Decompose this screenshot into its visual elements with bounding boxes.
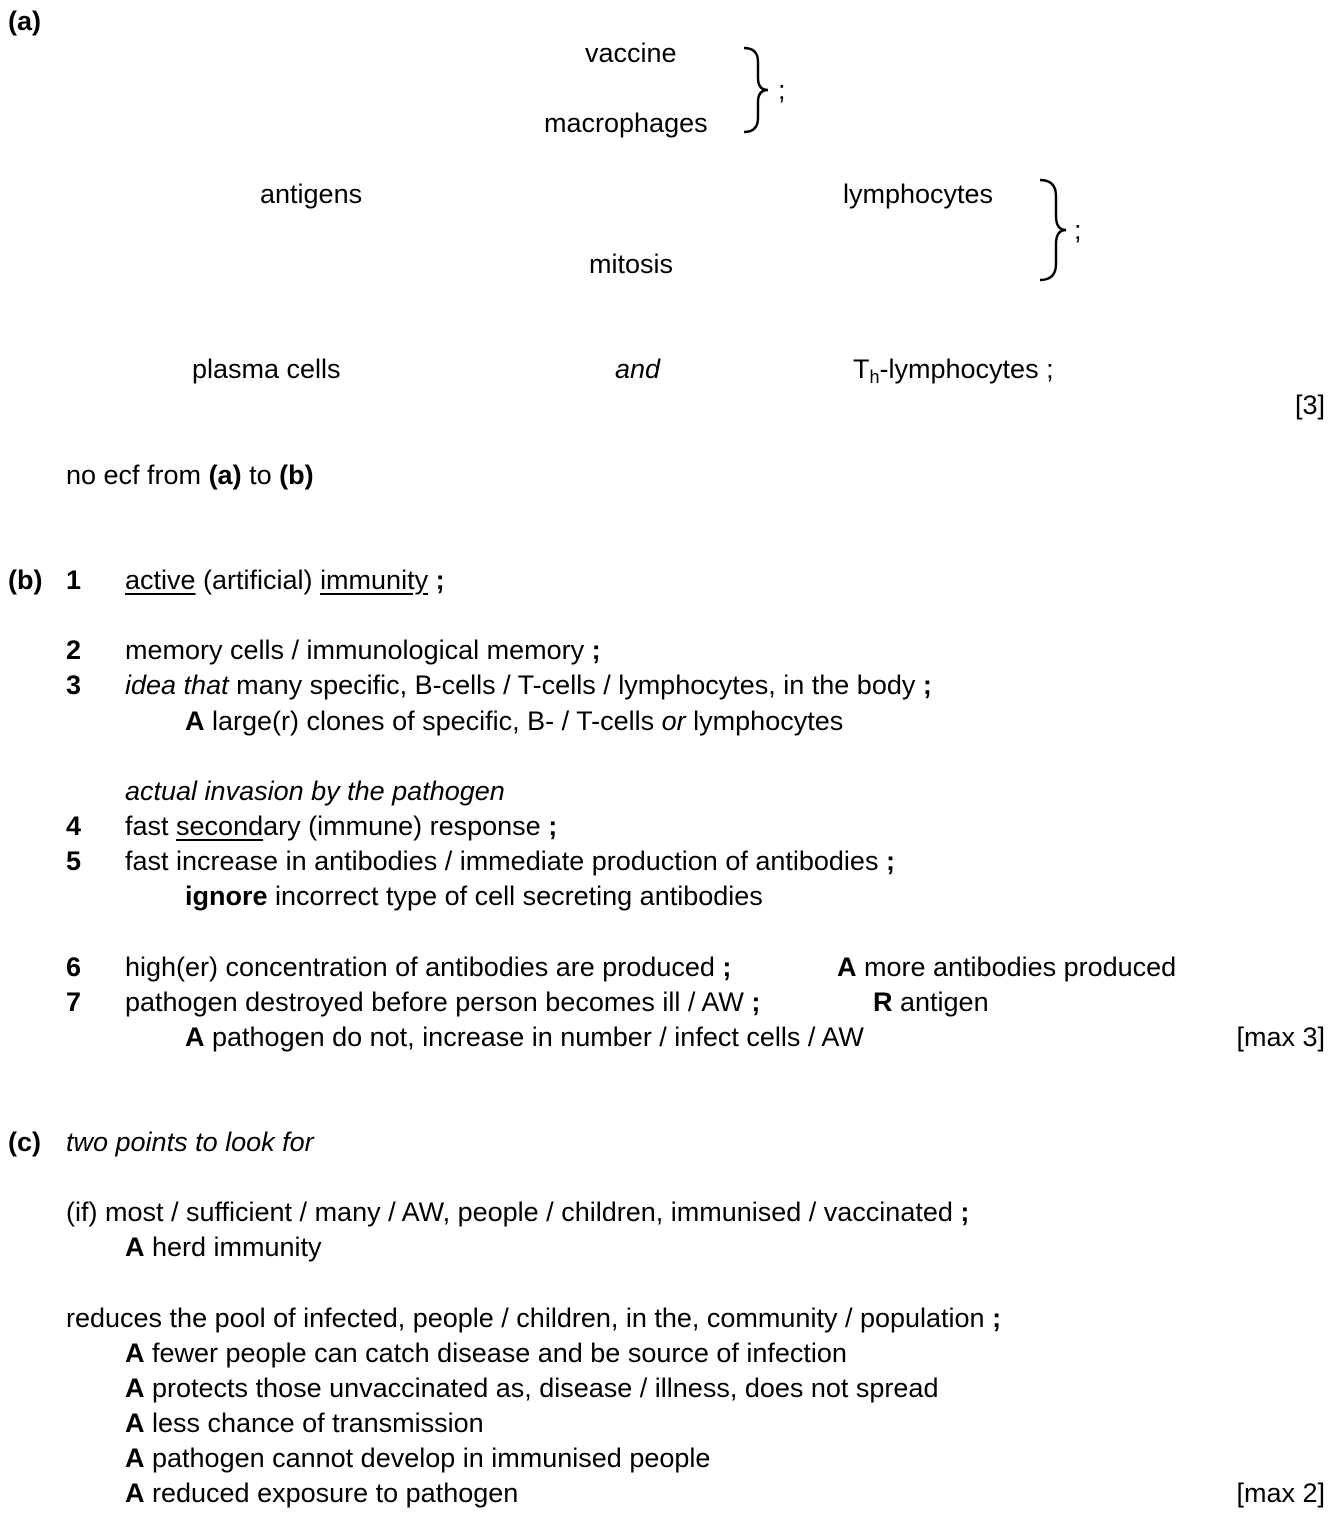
part-c-alt-4 xyxy=(125,1445,710,1472)
brace-2-mark: ; xyxy=(1074,215,1082,245)
part-c-label: (c) xyxy=(8,1127,41,1157)
point-6-alt xyxy=(837,954,1176,981)
point-5-note xyxy=(185,883,763,910)
point-7-r: R xyxy=(873,987,893,1017)
point-3-text xyxy=(125,672,932,699)
alt-2-a: A xyxy=(125,1373,145,1403)
point-6-text xyxy=(125,954,731,981)
part-c-point-1 xyxy=(66,1199,969,1226)
point-2-end: ; xyxy=(591,635,601,665)
point-5-text xyxy=(125,848,895,875)
point-5-body: fast increase in antibodies / immediate production of antibodies xyxy=(125,846,886,876)
point-4-pre: fast xyxy=(125,811,177,841)
point-3-alt xyxy=(185,708,843,735)
point-2-text xyxy=(125,637,601,664)
ecf-note-text: no ecf from xyxy=(66,460,209,490)
point-5-end: ; xyxy=(885,846,895,876)
point-7-alt xyxy=(185,1024,864,1051)
point-1-text xyxy=(125,567,445,594)
point-3-alt-text2: lymphocytes xyxy=(685,706,844,736)
th-subscript: h xyxy=(869,367,880,387)
brace-2-icon xyxy=(1036,176,1072,284)
part-c-point-2-body: reduces the pool of infected, people / children, in the, community / population xyxy=(66,1303,993,1333)
word-plasma-cells: plasma cells xyxy=(192,354,341,384)
brace-1-icon xyxy=(740,44,774,136)
part-c-alt-2 xyxy=(125,1375,938,1402)
point-7-number: 7 xyxy=(66,987,82,1017)
point-6-end: ; xyxy=(722,952,732,982)
ecf-note-a: (a) xyxy=(208,460,242,490)
point-3-alt-or: or xyxy=(661,706,686,736)
part-c-alt-3 xyxy=(125,1410,484,1437)
part-a-label: (a) xyxy=(8,6,41,36)
point-6-body: high(er) concentration of antibodies are produced xyxy=(125,952,723,982)
brace-1-mark: ; xyxy=(778,75,786,105)
point-6-number: 6 xyxy=(66,952,82,982)
alt-5-a: A xyxy=(125,1478,145,1508)
point-4-end: ; xyxy=(548,811,558,841)
point-7-body: pathogen destroyed before person becomes ill / AW xyxy=(125,987,752,1017)
word-th-lymphocytes xyxy=(853,356,1054,386)
point-4-underlined: second xyxy=(176,811,264,841)
point-4-number: 4 xyxy=(66,811,82,841)
active-word: active xyxy=(125,565,196,595)
word-mitosis: mitosis xyxy=(589,249,674,279)
alt-1-a: A xyxy=(125,1338,145,1368)
point-7-text xyxy=(125,989,760,1016)
point-3-alt-a: A xyxy=(185,706,205,736)
point-1-mid: (artificial) xyxy=(195,565,321,595)
alt-3-text: less chance of transmission xyxy=(144,1408,484,1438)
alt-1-text: fewer people can catch disease and be source of infection xyxy=(144,1338,847,1368)
part-b-label: (b) xyxy=(8,565,43,595)
point-6-alt-a: A xyxy=(837,952,857,982)
point-6-alt-text: more antibodies produced xyxy=(856,952,1177,982)
ecf-note-mid: to xyxy=(241,460,280,490)
ecf-note-b: (b) xyxy=(279,460,314,490)
word-macrophages: macrophages xyxy=(544,108,708,138)
part-a-marks: [3] xyxy=(1294,390,1325,420)
point-3-body: many specific, B-cells / T-cells / lymphocytes, in the body xyxy=(228,670,923,700)
part-c-point-2 xyxy=(66,1305,1001,1332)
alt-5-text: reduced exposure to pathogen xyxy=(144,1478,519,1508)
part-c-intro: two points to look for xyxy=(66,1127,314,1157)
alt-3-a: A xyxy=(125,1408,145,1438)
alt-2-text: protects those unvaccinated as, disease / illness, does not spread xyxy=(144,1373,939,1403)
th-rest: -lymphocytes ; xyxy=(879,354,1054,384)
alt-4-a: A xyxy=(125,1443,145,1473)
point-7-reject xyxy=(873,989,989,1016)
point-7-r-text: antigen xyxy=(892,987,989,1017)
part-c-point-1-body: (if) most / sufficient / many / AW, people / children, immunised / vaccinated xyxy=(66,1197,961,1227)
part-c-point-1-alt-text: herd immunity xyxy=(144,1232,322,1262)
point-2-number: 2 xyxy=(66,635,82,665)
th-letter: T xyxy=(853,354,870,384)
point-2-body: memory cells / immunological memory xyxy=(125,635,592,665)
word-and: and xyxy=(615,354,661,384)
ignore-word: ignore xyxy=(185,881,268,911)
point-7-end: ; xyxy=(751,987,761,1017)
point-7-alt-text: pathogen do not, increase in number / infect cells / AW xyxy=(204,1022,864,1052)
part-c-alt-1 xyxy=(125,1340,847,1367)
point-5-number: 5 xyxy=(66,846,82,876)
point-7-alt-a: A xyxy=(185,1022,205,1052)
part-c-alt-5 xyxy=(125,1480,518,1507)
part-c-point-1-end: ; xyxy=(960,1197,970,1227)
point-3-italic: idea that xyxy=(125,670,229,700)
point-1-number: 1 xyxy=(66,565,82,595)
part-c-point-2-end: ; xyxy=(992,1303,1002,1333)
word-antigens: antigens xyxy=(260,179,363,209)
invasion-heading: actual invasion by the pathogen xyxy=(125,776,505,806)
alt-4-text: pathogen cannot develop in immunised people xyxy=(144,1443,711,1473)
ecf-note xyxy=(66,462,314,489)
point-5-note-text: incorrect type of cell secreting antibodies xyxy=(267,881,763,911)
word-vaccine: vaccine xyxy=(585,38,677,68)
part-c-point-1-alt-a: A xyxy=(125,1232,145,1262)
point-4-post: ary (immune) response xyxy=(263,811,549,841)
word-lymphocytes: lymphocytes xyxy=(843,179,994,209)
part-b-marks: [max 3] xyxy=(1236,1022,1325,1052)
point-3-end: ; xyxy=(922,670,932,700)
part-c-marks: [max 2] xyxy=(1236,1478,1325,1508)
part-c-point-1-alt xyxy=(125,1234,322,1261)
point-3-alt-text1: large(r) clones of specific, B- / T-cells xyxy=(204,706,662,736)
point-4-text xyxy=(125,813,557,840)
point-3-number: 3 xyxy=(66,670,82,700)
point-1-end: ; xyxy=(428,565,445,595)
immunity-word: immunity xyxy=(320,565,429,595)
